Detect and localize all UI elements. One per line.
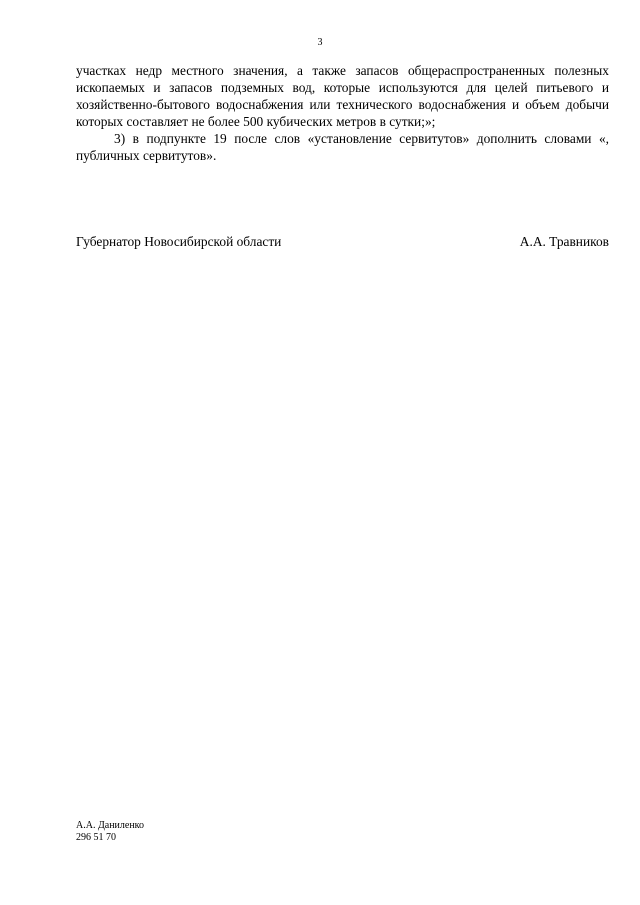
- document-body: [76, 62, 609, 164]
- paragraph-continuation: участках недр местного значения, а также запасов общераспространенных полезных ископаемых и запасов подземных вод, которые используются для целей питьевого и хозяйственно-бытового водоснабжения или технического водоснабжения и объем добычи которых составляет не более 500 кубических метров в сутки;»;: [76, 63, 609, 129]
- signature-block: [76, 233, 609, 250]
- executor-phone: 296 51 70: [76, 832, 116, 843]
- page-number: 3: [317, 37, 323, 48]
- signatory-position: Губернатор Новосибирской области: [76, 234, 282, 249]
- signatory-name: А.А. Травников: [519, 234, 609, 249]
- executor-info: [76, 820, 144, 844]
- paragraph-item-3: 3) в подпункте 19 после слов «установление сервитутов» дополнить словами «, публичных сервитутов».: [76, 131, 609, 163]
- executor-name: А.А. Даниленко: [76, 820, 145, 831]
